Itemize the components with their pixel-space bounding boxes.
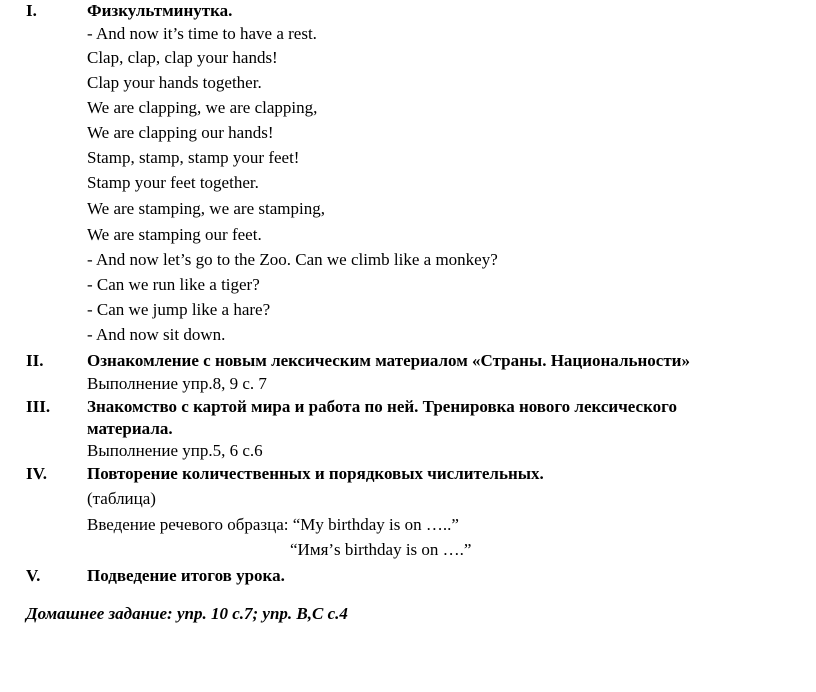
section-1-line: - Can we jump like a hare?: [87, 300, 271, 319]
section-1-line: - And now sit down.: [87, 325, 226, 344]
section-3-title: Знакомство с картой мира и работа по ней. Тренировка нового лексического: [87, 397, 677, 416]
section-1-line: We are stamping our feet.: [87, 225, 262, 244]
section-1-line: Clap, clap, clap your hands!: [87, 48, 278, 67]
section-3-line: Выполнение упр.5, 6 с.6: [87, 441, 263, 460]
section-4-number: IV.: [26, 464, 47, 483]
section-1-line: Stamp your feet together.: [87, 173, 259, 192]
section-2-line: Выполнение упр.8, 9 с. 7: [87, 374, 267, 393]
section-4-title: Повторение количественных и порядковых числительных.: [87, 464, 544, 483]
section-1-line: - And now let’s go to the Zoo. Can we climb like a monkey?: [87, 250, 498, 269]
section-4-line: (таблица): [87, 489, 156, 508]
section-4-line: “Имя’s birthday is on ….”: [290, 540, 472, 559]
section-1-line: - Can we run like a tiger?: [87, 275, 260, 294]
section-5-number: V.: [26, 566, 41, 585]
section-1-line: We are clapping, we are clapping,: [87, 98, 318, 117]
section-1-title: Физкультминутка.: [87, 1, 233, 20]
section-1-line: Clap your hands together.: [87, 73, 262, 92]
section-1-line: - And now it’s time to have a rest.: [87, 24, 317, 43]
section-1-line: Stamp, stamp, stamp your feet!: [87, 148, 300, 167]
section-1-number: I.: [26, 1, 37, 20]
section-2-number: II.: [26, 351, 44, 370]
homework-text: Домашнее задание: упр. 10 с.7; упр. B,C с.4: [26, 604, 348, 623]
section-1-line: We are stamping, we are stamping,: [87, 199, 325, 218]
section-3-title-continued: материала.: [87, 419, 173, 438]
section-4-line: Введение речевого образца: “My birthday is on …..”: [87, 515, 459, 534]
section-1-line: We are clapping our hands!: [87, 123, 274, 142]
section-3-number: III.: [26, 397, 51, 416]
section-2-title: Ознакомление с новым лексическим материалом «Страны. Национальности»: [87, 351, 690, 370]
section-5-title: Подведение итогов урока.: [87, 566, 285, 585]
